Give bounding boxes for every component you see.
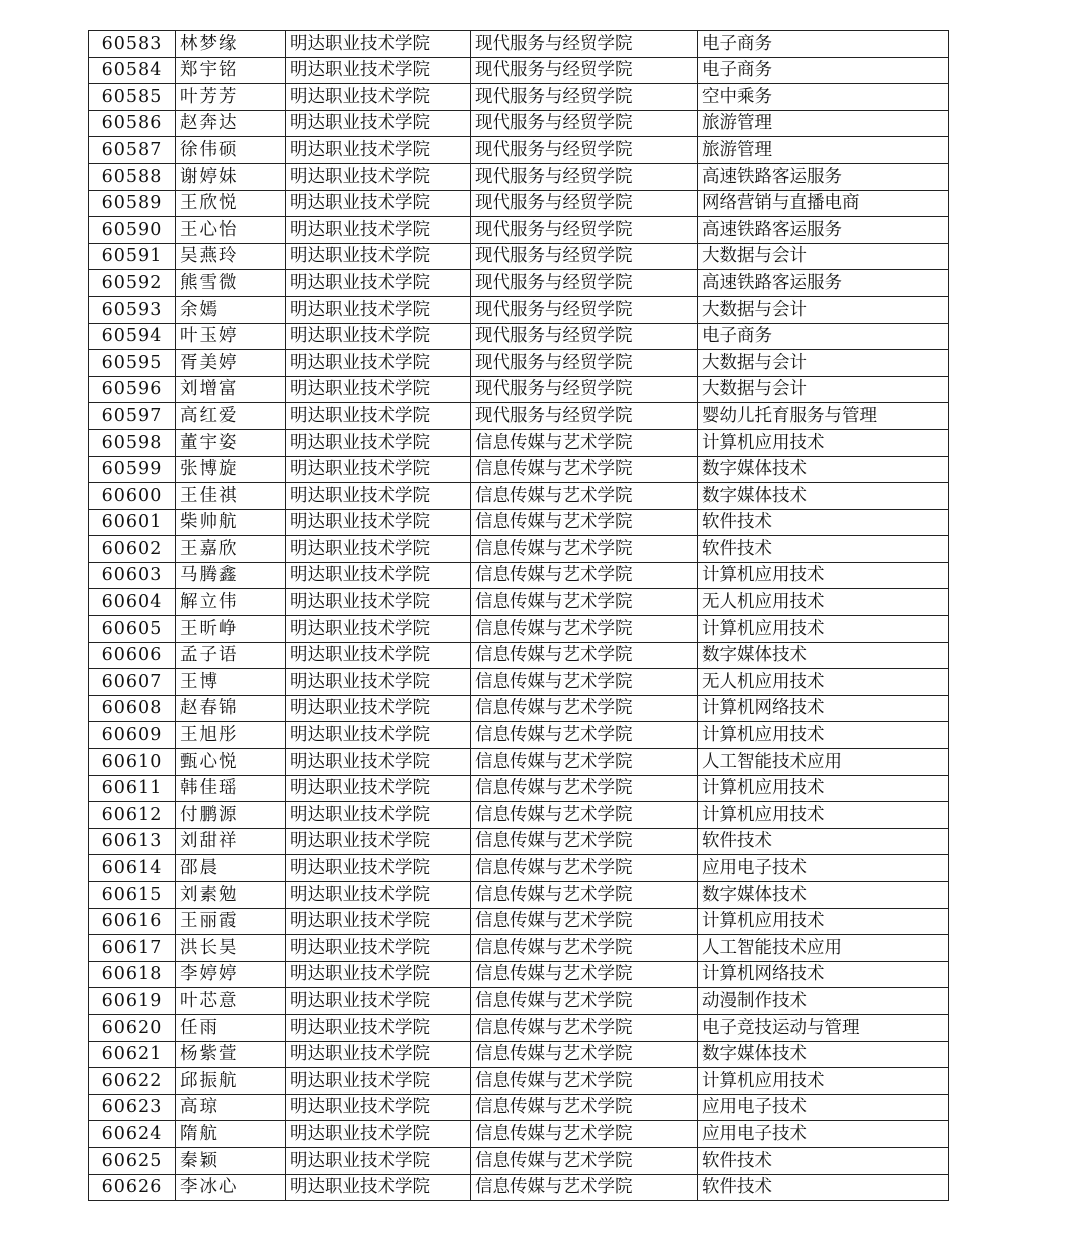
table-body xyxy=(89,31,949,1201)
school-cell: 明达职业技术学院 xyxy=(286,57,471,84)
major-cell: 软件技术 xyxy=(698,1174,949,1201)
college-cell: 信息传媒与艺术学院 xyxy=(471,669,698,696)
student-name-cell: 李婷婷 xyxy=(176,961,286,988)
student-name-cell: 叶玉婷 xyxy=(176,323,286,350)
major-cell: 电子商务 xyxy=(698,323,949,350)
major-cell: 无人机应用技术 xyxy=(698,589,949,616)
student-id-cell: 60612 xyxy=(89,802,176,829)
school-cell: 明达职业技术学院 xyxy=(286,908,471,935)
student-name-cell: 王旭彤 xyxy=(176,722,286,749)
table-row xyxy=(89,403,949,430)
student-name-cell: 付鹏源 xyxy=(176,802,286,829)
table-row xyxy=(89,217,949,244)
major-cell: 动漫制作技术 xyxy=(698,988,949,1015)
major-cell: 电子商务 xyxy=(698,57,949,84)
table-row xyxy=(89,749,949,776)
table-row xyxy=(89,695,949,722)
school-cell: 明达职业技术学院 xyxy=(286,217,471,244)
table-row xyxy=(89,536,949,563)
table-row xyxy=(89,163,949,190)
college-cell: 现代服务与经贸学院 xyxy=(471,57,698,84)
school-cell: 明达职业技术学院 xyxy=(286,775,471,802)
college-cell: 信息传媒与艺术学院 xyxy=(471,722,698,749)
student-name-cell: 刘甜祥 xyxy=(176,828,286,855)
major-cell: 大数据与会计 xyxy=(698,350,949,377)
college-cell: 信息传媒与艺术学院 xyxy=(471,1041,698,1068)
student-id-cell: 60626 xyxy=(89,1174,176,1201)
table-row xyxy=(89,137,949,164)
school-cell: 明达职业技术学院 xyxy=(286,961,471,988)
school-cell: 明达职业技术学院 xyxy=(286,84,471,111)
student-name-cell: 高琼 xyxy=(176,1094,286,1121)
college-cell: 现代服务与经贸学院 xyxy=(471,350,698,377)
table-row xyxy=(89,908,949,935)
student-id-cell: 60616 xyxy=(89,908,176,935)
college-cell: 现代服务与经贸学院 xyxy=(471,403,698,430)
college-cell: 现代服务与经贸学院 xyxy=(471,243,698,270)
student-id-cell: 60588 xyxy=(89,163,176,190)
student-id-cell: 60624 xyxy=(89,1121,176,1148)
major-cell: 高速铁路客运服务 xyxy=(698,163,949,190)
student-name-cell: 赵奔达 xyxy=(176,110,286,137)
student-id-cell: 60613 xyxy=(89,828,176,855)
table-row xyxy=(89,775,949,802)
school-cell: 明达职业技术学院 xyxy=(286,137,471,164)
student-name-cell: 刘增富 xyxy=(176,376,286,403)
college-cell: 信息传媒与艺术学院 xyxy=(471,775,698,802)
school-cell: 明达职业技术学院 xyxy=(286,1174,471,1201)
major-cell: 旅游管理 xyxy=(698,110,949,137)
major-cell: 计算机应用技术 xyxy=(698,775,949,802)
major-cell: 计算机应用技术 xyxy=(698,1068,949,1095)
student-id-cell: 60617 xyxy=(89,935,176,962)
major-cell: 数字媒体技术 xyxy=(698,642,949,669)
table-row xyxy=(89,483,949,510)
table-row xyxy=(89,669,949,696)
student-id-cell: 60601 xyxy=(89,509,176,536)
college-cell: 信息传媒与艺术学院 xyxy=(471,509,698,536)
student-id-cell: 60618 xyxy=(89,961,176,988)
student-name-cell: 杨紫萱 xyxy=(176,1041,286,1068)
student-name-cell: 张博旋 xyxy=(176,456,286,483)
school-cell: 明达职业技术学院 xyxy=(286,722,471,749)
student-name-cell: 解立伟 xyxy=(176,589,286,616)
table-row xyxy=(89,270,949,297)
school-cell: 明达职业技术学院 xyxy=(286,855,471,882)
student-name-cell: 叶芯意 xyxy=(176,988,286,1015)
college-cell: 信息传媒与艺术学院 xyxy=(471,828,698,855)
table-row xyxy=(89,589,949,616)
major-cell: 计算机应用技术 xyxy=(698,908,949,935)
student-name-cell: 邵晨 xyxy=(176,855,286,882)
student-name-cell: 赵春锦 xyxy=(176,695,286,722)
student-name-cell: 吴燕玲 xyxy=(176,243,286,270)
major-cell: 数字媒体技术 xyxy=(698,456,949,483)
table-row xyxy=(89,190,949,217)
school-cell: 明达职业技术学院 xyxy=(286,1147,471,1174)
college-cell: 现代服务与经贸学院 xyxy=(471,270,698,297)
major-cell: 数字媒体技术 xyxy=(698,882,949,909)
student-name-cell: 谢婷妹 xyxy=(176,163,286,190)
student-id-cell: 60600 xyxy=(89,483,176,510)
college-cell: 信息传媒与艺术学院 xyxy=(471,1068,698,1095)
student-id-cell: 60597 xyxy=(89,403,176,430)
student-id-cell: 60603 xyxy=(89,562,176,589)
table-row xyxy=(89,882,949,909)
table-row xyxy=(89,802,949,829)
student-id-cell: 60615 xyxy=(89,882,176,909)
school-cell: 明达职业技术学院 xyxy=(286,376,471,403)
major-cell: 无人机应用技术 xyxy=(698,669,949,696)
table-row xyxy=(89,722,949,749)
college-cell: 信息传媒与艺术学院 xyxy=(471,589,698,616)
major-cell: 空中乘务 xyxy=(698,84,949,111)
student-name-cell: 熊雪微 xyxy=(176,270,286,297)
college-cell: 现代服务与经贸学院 xyxy=(471,137,698,164)
table-row xyxy=(89,350,949,377)
table-row xyxy=(89,988,949,1015)
table-row xyxy=(89,828,949,855)
student-id-cell: 60607 xyxy=(89,669,176,696)
major-cell: 软件技术 xyxy=(698,1147,949,1174)
student-name-cell: 徐伟硕 xyxy=(176,137,286,164)
school-cell: 明达职业技术学院 xyxy=(286,988,471,1015)
student-name-cell: 孟子语 xyxy=(176,642,286,669)
student-id-cell: 60592 xyxy=(89,270,176,297)
major-cell: 旅游管理 xyxy=(698,137,949,164)
student-id-cell: 60590 xyxy=(89,217,176,244)
school-cell: 明达职业技术学院 xyxy=(286,243,471,270)
college-cell: 信息传媒与艺术学院 xyxy=(471,882,698,909)
school-cell: 明达职业技术学院 xyxy=(286,642,471,669)
school-cell: 明达职业技术学院 xyxy=(286,562,471,589)
college-cell: 信息传媒与艺术学院 xyxy=(471,935,698,962)
student-id-cell: 60584 xyxy=(89,57,176,84)
college-cell: 信息传媒与艺术学院 xyxy=(471,456,698,483)
school-cell: 明达职业技术学院 xyxy=(286,270,471,297)
student-id-cell: 60605 xyxy=(89,616,176,643)
college-cell: 信息传媒与艺术学院 xyxy=(471,536,698,563)
student-id-cell: 60606 xyxy=(89,642,176,669)
major-cell: 大数据与会计 xyxy=(698,376,949,403)
student-name-cell: 秦颖 xyxy=(176,1147,286,1174)
table-row xyxy=(89,1094,949,1121)
table-row xyxy=(89,1121,949,1148)
table-row xyxy=(89,57,949,84)
student-name-cell: 王昕峥 xyxy=(176,616,286,643)
major-cell: 计算机应用技术 xyxy=(698,722,949,749)
table-row xyxy=(89,642,949,669)
student-name-cell: 刘素勉 xyxy=(176,882,286,909)
student-id-cell: 60589 xyxy=(89,190,176,217)
student-name-cell: 胥美婷 xyxy=(176,350,286,377)
college-cell: 信息传媒与艺术学院 xyxy=(471,1094,698,1121)
college-cell: 现代服务与经贸学院 xyxy=(471,323,698,350)
school-cell: 明达职业技术学院 xyxy=(286,31,471,58)
student-id-cell: 60614 xyxy=(89,855,176,882)
student-id-cell: 60604 xyxy=(89,589,176,616)
table-row xyxy=(89,562,949,589)
student-id-cell: 60583 xyxy=(89,31,176,58)
student-id-cell: 60602 xyxy=(89,536,176,563)
student-name-cell: 邱振航 xyxy=(176,1068,286,1095)
school-cell: 明达职业技术学院 xyxy=(286,1014,471,1041)
student-id-cell: 60622 xyxy=(89,1068,176,1095)
school-cell: 明达职业技术学院 xyxy=(286,323,471,350)
major-cell: 人工智能技术应用 xyxy=(698,935,949,962)
school-cell: 明达职业技术学院 xyxy=(286,429,471,456)
student-name-cell: 董宇姿 xyxy=(176,429,286,456)
major-cell: 网络营销与直播电商 xyxy=(698,190,949,217)
college-cell: 信息传媒与艺术学院 xyxy=(471,1174,698,1201)
college-cell: 现代服务与经贸学院 xyxy=(471,31,698,58)
major-cell: 计算机应用技术 xyxy=(698,562,949,589)
college-cell: 信息传媒与艺术学院 xyxy=(471,1014,698,1041)
college-cell: 信息传媒与艺术学院 xyxy=(471,483,698,510)
student-name-cell: 叶芳芳 xyxy=(176,84,286,111)
table-row xyxy=(89,429,949,456)
school-cell: 明达职业技术学院 xyxy=(286,1041,471,1068)
student-name-cell: 王博 xyxy=(176,669,286,696)
school-cell: 明达职业技术学院 xyxy=(286,163,471,190)
student-name-cell: 韩佳瑶 xyxy=(176,775,286,802)
major-cell: 计算机应用技术 xyxy=(698,429,949,456)
student-id-cell: 60623 xyxy=(89,1094,176,1121)
student-name-cell: 李冰心 xyxy=(176,1174,286,1201)
school-cell: 明达职业技术学院 xyxy=(286,110,471,137)
table-row xyxy=(89,243,949,270)
student-id-cell: 60611 xyxy=(89,775,176,802)
student-name-cell: 柴帅航 xyxy=(176,509,286,536)
major-cell: 软件技术 xyxy=(698,536,949,563)
student-name-cell: 林梦缘 xyxy=(176,31,286,58)
table-row xyxy=(89,1014,949,1041)
school-cell: 明达职业技术学院 xyxy=(286,509,471,536)
college-cell: 信息传媒与艺术学院 xyxy=(471,988,698,1015)
school-cell: 明达职业技术学院 xyxy=(286,483,471,510)
major-cell: 计算机网络技术 xyxy=(698,695,949,722)
table-row xyxy=(89,616,949,643)
table-row xyxy=(89,855,949,882)
school-cell: 明达职业技术学院 xyxy=(286,695,471,722)
student-name-cell: 王丽霞 xyxy=(176,908,286,935)
college-cell: 信息传媒与艺术学院 xyxy=(471,961,698,988)
student-name-cell: 隋航 xyxy=(176,1121,286,1148)
school-cell: 明达职业技术学院 xyxy=(286,296,471,323)
college-cell: 信息传媒与艺术学院 xyxy=(471,562,698,589)
student-name-cell: 王心怡 xyxy=(176,217,286,244)
college-cell: 信息传媒与艺术学院 xyxy=(471,642,698,669)
student-id-cell: 60591 xyxy=(89,243,176,270)
school-cell: 明达职业技术学院 xyxy=(286,828,471,855)
table-row xyxy=(89,1147,949,1174)
college-cell: 信息传媒与艺术学院 xyxy=(471,1121,698,1148)
student-id-cell: 60595 xyxy=(89,350,176,377)
college-cell: 现代服务与经贸学院 xyxy=(471,110,698,137)
school-cell: 明达职业技术学院 xyxy=(286,1094,471,1121)
college-cell: 信息传媒与艺术学院 xyxy=(471,1147,698,1174)
student-id-cell: 60587 xyxy=(89,137,176,164)
school-cell: 明达职业技术学院 xyxy=(286,882,471,909)
student-id-cell: 60598 xyxy=(89,429,176,456)
student-id-cell: 60585 xyxy=(89,84,176,111)
major-cell: 婴幼儿托育服务与管理 xyxy=(698,403,949,430)
student-id-cell: 60619 xyxy=(89,988,176,1015)
school-cell: 明达职业技术学院 xyxy=(286,456,471,483)
major-cell: 电子竞技运动与管理 xyxy=(698,1014,949,1041)
school-cell: 明达职业技术学院 xyxy=(286,403,471,430)
student-name-cell: 余嫣 xyxy=(176,296,286,323)
student-id-cell: 60608 xyxy=(89,695,176,722)
student-name-cell: 高红爱 xyxy=(176,403,286,430)
student-id-cell: 60620 xyxy=(89,1014,176,1041)
school-cell: 明达职业技术学院 xyxy=(286,935,471,962)
college-cell: 信息传媒与艺术学院 xyxy=(471,616,698,643)
student-id-cell: 60599 xyxy=(89,456,176,483)
student-name-cell: 王佳祺 xyxy=(176,483,286,510)
major-cell: 应用电子技术 xyxy=(698,855,949,882)
school-cell: 明达职业技术学院 xyxy=(286,1068,471,1095)
table-row xyxy=(89,84,949,111)
table-row xyxy=(89,509,949,536)
student-id-cell: 60625 xyxy=(89,1147,176,1174)
school-cell: 明达职业技术学院 xyxy=(286,616,471,643)
major-cell: 应用电子技术 xyxy=(698,1121,949,1148)
college-cell: 信息传媒与艺术学院 xyxy=(471,908,698,935)
table-row xyxy=(89,31,949,58)
college-cell: 信息传媒与艺术学院 xyxy=(471,749,698,776)
major-cell: 数字媒体技术 xyxy=(698,483,949,510)
major-cell: 高速铁路客运服务 xyxy=(698,217,949,244)
major-cell: 高速铁路客运服务 xyxy=(698,270,949,297)
school-cell: 明达职业技术学院 xyxy=(286,1121,471,1148)
school-cell: 明达职业技术学院 xyxy=(286,589,471,616)
student-id-cell: 60593 xyxy=(89,296,176,323)
student-id-cell: 60596 xyxy=(89,376,176,403)
student-id-cell: 60594 xyxy=(89,323,176,350)
table-row xyxy=(89,1174,949,1201)
college-cell: 现代服务与经贸学院 xyxy=(471,296,698,323)
college-cell: 信息传媒与艺术学院 xyxy=(471,802,698,829)
student-name-cell: 王欣悦 xyxy=(176,190,286,217)
student-name-cell: 洪长昊 xyxy=(176,935,286,962)
college-cell: 现代服务与经贸学院 xyxy=(471,217,698,244)
major-cell: 电子商务 xyxy=(698,31,949,58)
school-cell: 明达职业技术学院 xyxy=(286,749,471,776)
table-row xyxy=(89,935,949,962)
student-id-cell: 60610 xyxy=(89,749,176,776)
school-cell: 明达职业技术学院 xyxy=(286,669,471,696)
college-cell: 现代服务与经贸学院 xyxy=(471,84,698,111)
major-cell: 应用电子技术 xyxy=(698,1094,949,1121)
school-cell: 明达职业技术学院 xyxy=(286,802,471,829)
major-cell: 数字媒体技术 xyxy=(698,1041,949,1068)
table-row xyxy=(89,456,949,483)
major-cell: 软件技术 xyxy=(698,509,949,536)
table-row xyxy=(89,296,949,323)
major-cell: 计算机应用技术 xyxy=(698,616,949,643)
college-cell: 信息传媒与艺术学院 xyxy=(471,429,698,456)
student-name-cell: 王嘉欣 xyxy=(176,536,286,563)
table-row xyxy=(89,1041,949,1068)
major-cell: 大数据与会计 xyxy=(698,296,949,323)
table-row xyxy=(89,1068,949,1095)
table-row xyxy=(89,376,949,403)
college-cell: 信息传媒与艺术学院 xyxy=(471,855,698,882)
major-cell: 人工智能技术应用 xyxy=(698,749,949,776)
college-cell: 现代服务与经贸学院 xyxy=(471,190,698,217)
major-cell: 计算机网络技术 xyxy=(698,961,949,988)
school-cell: 明达职业技术学院 xyxy=(286,350,471,377)
school-cell: 明达职业技术学院 xyxy=(286,190,471,217)
student-table xyxy=(88,30,949,1201)
college-cell: 现代服务与经贸学院 xyxy=(471,163,698,190)
student-id-cell: 60609 xyxy=(89,722,176,749)
student-name-cell: 马腾鑫 xyxy=(176,562,286,589)
major-cell: 软件技术 xyxy=(698,828,949,855)
major-cell: 计算机应用技术 xyxy=(698,802,949,829)
student-id-cell: 60621 xyxy=(89,1041,176,1068)
student-name-cell: 甄心悦 xyxy=(176,749,286,776)
college-cell: 现代服务与经贸学院 xyxy=(471,376,698,403)
student-id-cell: 60586 xyxy=(89,110,176,137)
table-row xyxy=(89,110,949,137)
school-cell: 明达职业技术学院 xyxy=(286,536,471,563)
student-name-cell: 郑宇铭 xyxy=(176,57,286,84)
table-row xyxy=(89,961,949,988)
table-row xyxy=(89,323,949,350)
college-cell: 信息传媒与艺术学院 xyxy=(471,695,698,722)
major-cell: 大数据与会计 xyxy=(698,243,949,270)
student-name-cell: 任雨 xyxy=(176,1014,286,1041)
